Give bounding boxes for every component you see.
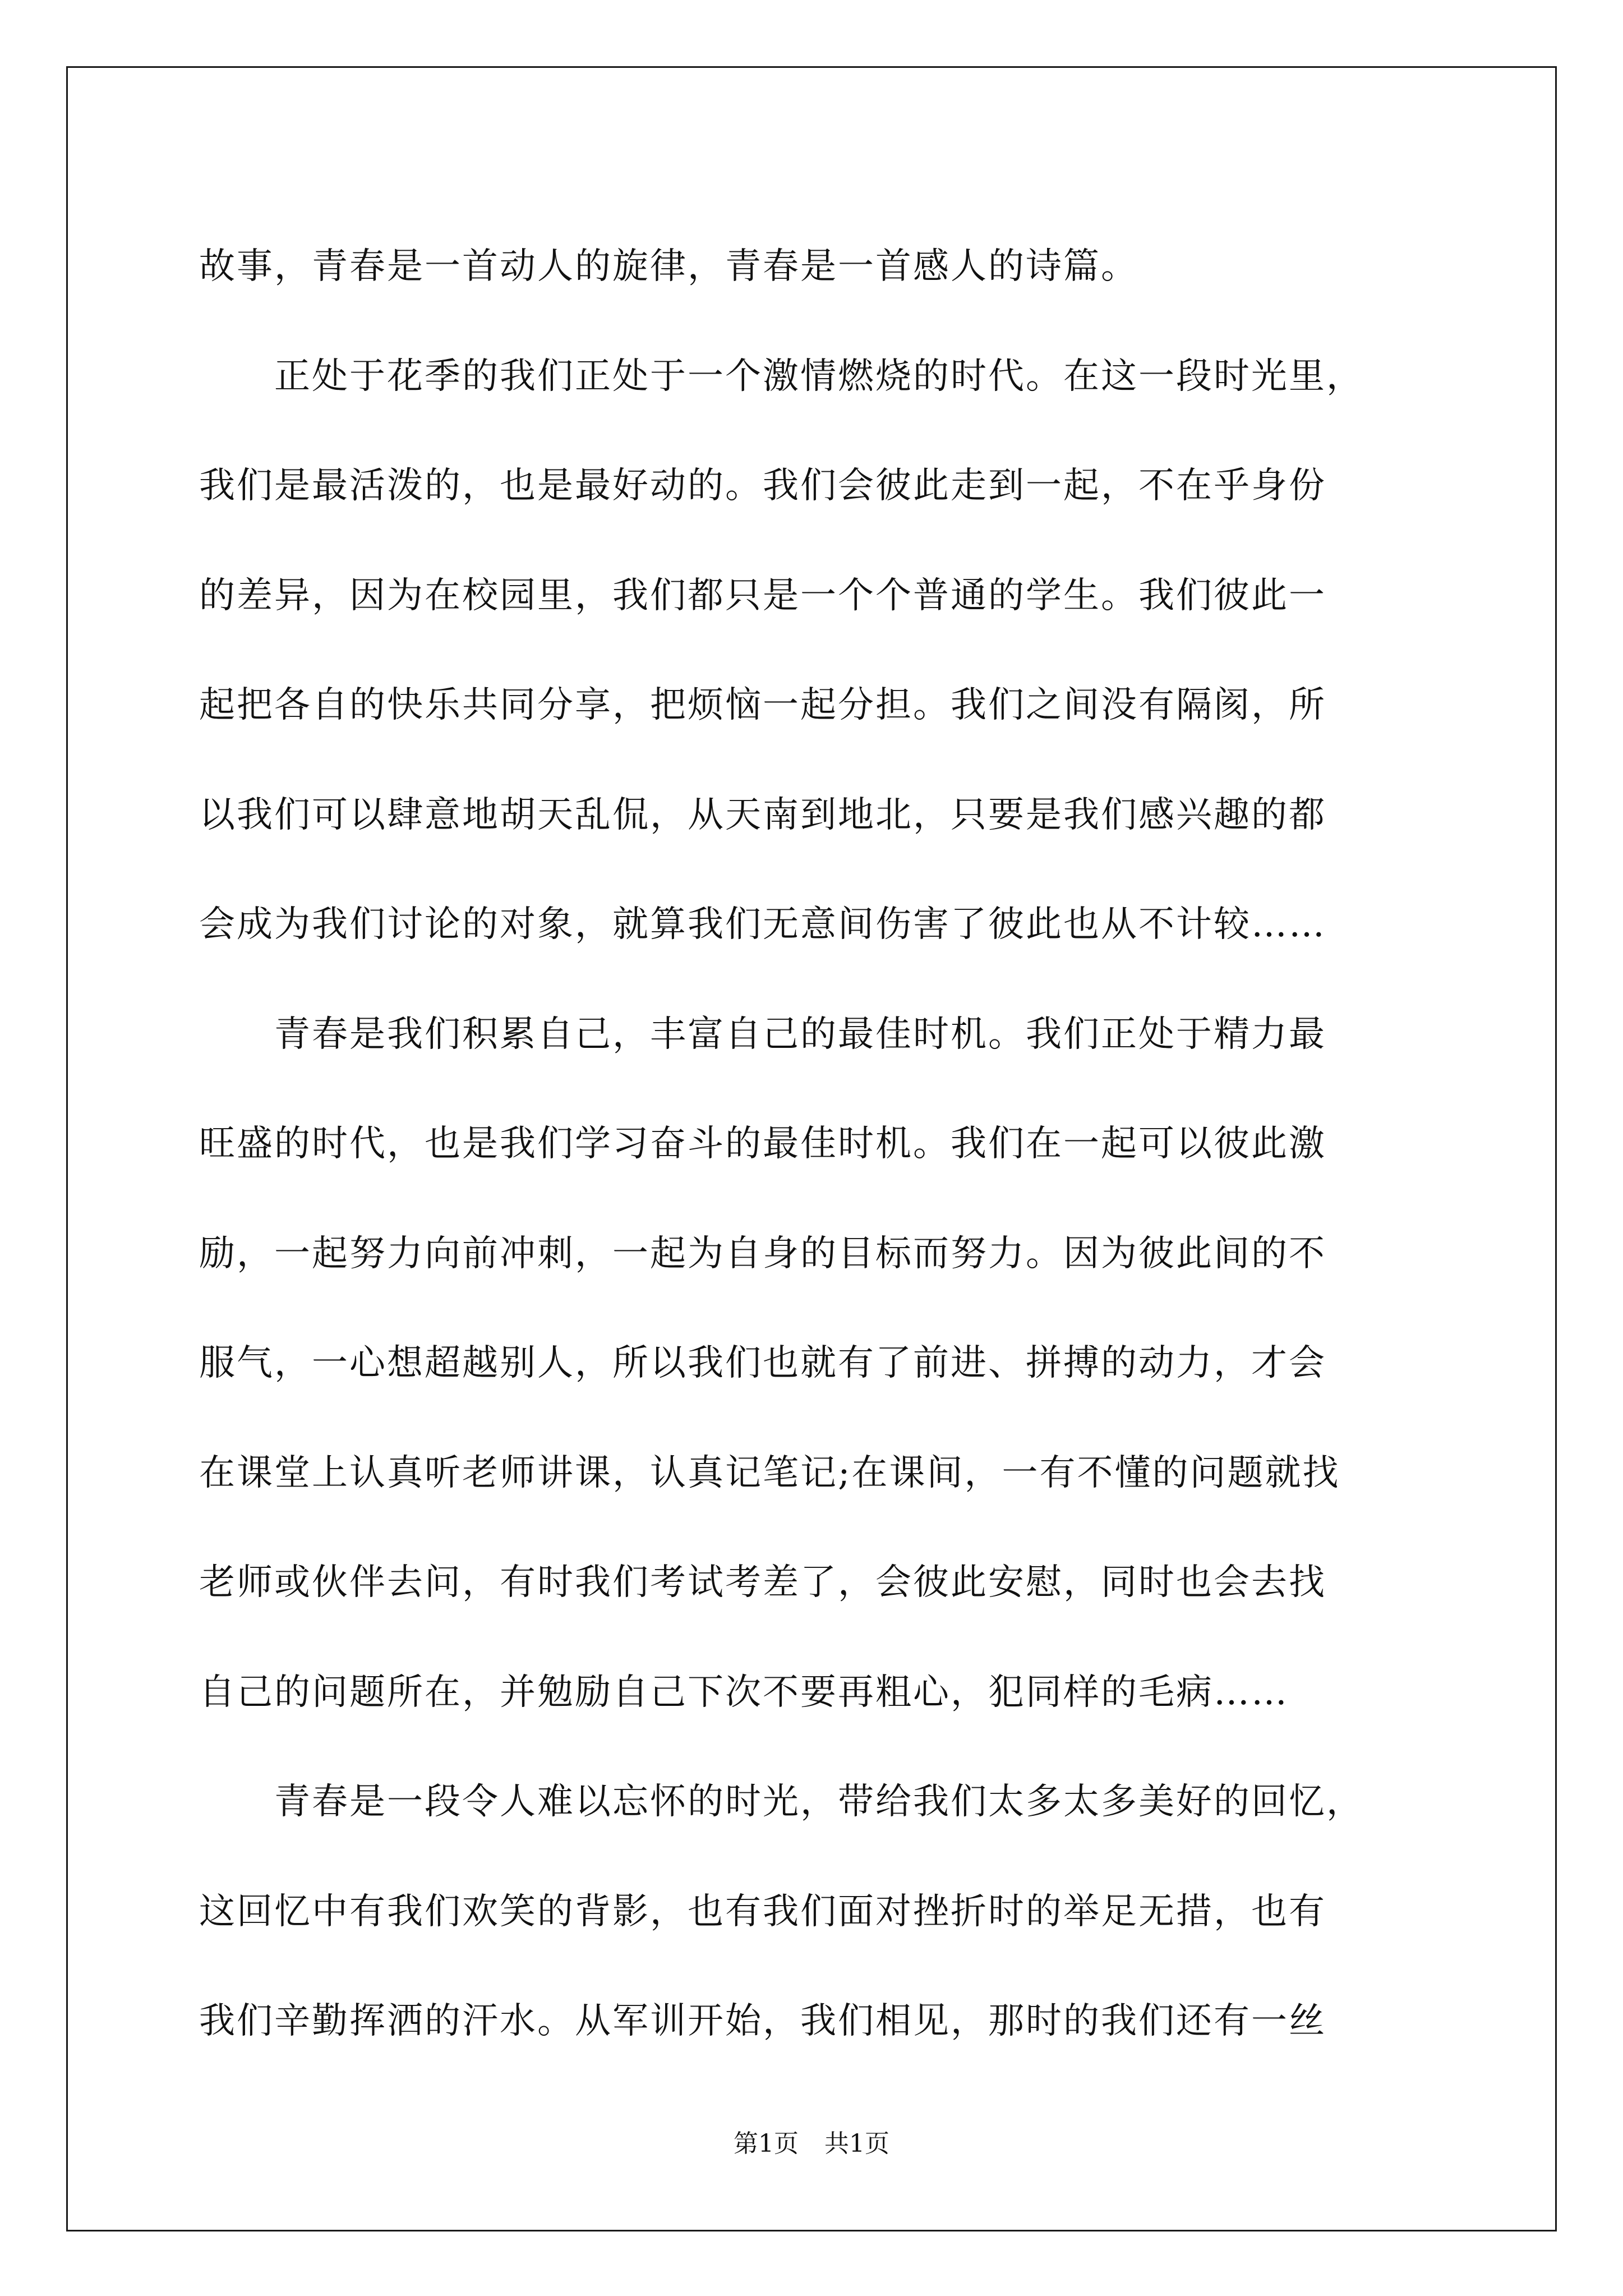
text-line: 以我们可以肆意地胡天乱侃，从天南到地北，只要是我们感兴趣的都: [199, 794, 1326, 836]
text-line: 青春是我们积累自己，丰富自己的最佳时机。我们正处于精力最: [199, 1013, 1326, 1055]
text-line: 故事，青春是一首动人的旋律，青春是一首感人的诗篇。: [199, 246, 1138, 287]
page-number: 第1页: [734, 2129, 799, 2158]
text-line: 我们辛勤挥洒的汗水。从军训开始，我们相见，那时的我们还有一丝: [199, 2000, 1326, 2042]
text-line: 我们是最活泼的，也是最好动的。我们会彼此走到一起，不在乎身份: [199, 465, 1326, 507]
text-line: 老师或伙伴去问，有时我们考试考差了，会彼此安慰，同时也会去找: [199, 1562, 1326, 1603]
text-line: 起把各自的快乐共同分享，把烦恼一起分担。我们之间没有隔阂，所: [199, 684, 1326, 726]
text-line: 在课堂上认真听老师讲课，认真记笔记;在课间，一有不懂的问题就找: [199, 1452, 1340, 1494]
text-line: 的差异，因为在校园里，我们都只是一个个普通的学生。我们彼此一: [199, 574, 1326, 616]
text-line: 这回忆中有我们欢笑的背影，也有我们面对挫折时的举足无措，也有: [199, 1890, 1326, 1932]
text-line: 会成为我们讨论的对象，就算我们无意间伤害了彼此也从不计较……: [199, 904, 1326, 945]
page-total: 共1页: [824, 2129, 889, 2158]
text-line: 自己的问题所在，并勉励自己下次不要再粗心，犯同样的毛病……: [199, 1671, 1289, 1713]
text-line: 服气，一心想超越别人，所以我们也就有了前进、拼搏的动力，才会: [199, 1342, 1326, 1384]
text-line: 青春是一段令人难以忘怀的时光，带给我们太多太多美好的回忆，: [199, 1781, 1364, 1823]
text-line: 正处于花季的我们正处于一个激情燃烧的时代。在这一段时光里，: [199, 355, 1364, 397]
text-line: 旺盛的时代，也是我们学习奋斗的最佳时机。我们在一起可以彼此激: [199, 1123, 1326, 1165]
text-line: 励，一起努力向前冲刺，一起为自身的目标而努力。因为彼此间的不: [199, 1232, 1326, 1274]
body-text: [199, 212, 1433, 2077]
page-footer: [0, 2127, 1623, 2161]
